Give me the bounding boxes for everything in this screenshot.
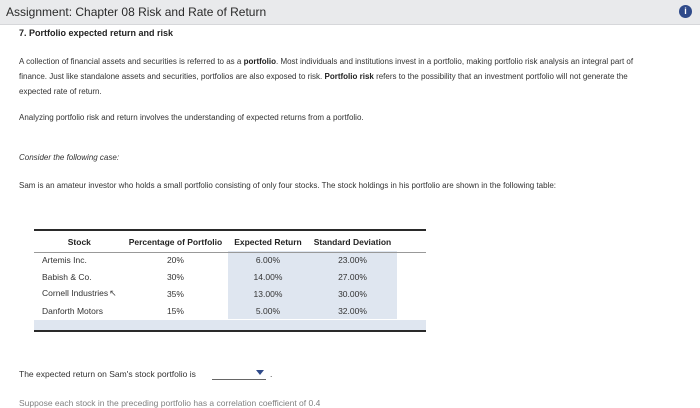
- header-percentage: Percentage of Portfolio: [128, 237, 223, 247]
- expected-return: 5.00%: [228, 302, 308, 319]
- holdings-table: [34, 231, 397, 319]
- next-question-text: Suppose each stock in the preceding portfolio has a correlation coefficient of 0.4: [19, 398, 321, 408]
- percentage: 15%: [166, 305, 184, 316]
- header-stock: Stock: [67, 237, 91, 247]
- chevron-down-icon[interactable]: [256, 370, 264, 375]
- standard-deviation: 30.00%: [308, 285, 397, 302]
- stock-name: Babish & Co.: [42, 271, 92, 282]
- expected-return: 13.00%: [228, 285, 308, 302]
- header-standard-deviation: Standard Deviation: [313, 237, 392, 247]
- expected-return: 6.00%: [228, 251, 308, 268]
- percentage: 20%: [166, 254, 184, 265]
- percentage: 35%: [166, 288, 184, 299]
- title-bar: [0, 0, 700, 25]
- stock-name: Cornell Industries↖: [42, 288, 117, 298]
- consider-text: Consider the following case:: [19, 153, 120, 162]
- standard-deviation: 23.00%: [308, 251, 397, 268]
- expected-return: 14.00%: [228, 268, 308, 285]
- assignment-title: Assignment: Chapter 08 Risk and Rate of Return: [6, 5, 267, 19]
- answer-prompt: The expected return on Sam's stock portfolio is: [19, 369, 196, 379]
- table-header-rule: [34, 252, 426, 253]
- expected-return-dropdown[interactable]: [212, 368, 266, 380]
- table-row: [34, 302, 397, 319]
- question-title: 7. Portfolio expected return and risk: [19, 28, 174, 38]
- answer-suffix: .: [270, 369, 273, 379]
- info-icon[interactable]: i: [679, 5, 692, 18]
- header-expected-return: Expected Return: [234, 237, 302, 247]
- table-bottom-band: [34, 320, 426, 330]
- table-header-row: [34, 231, 397, 251]
- table-row: [34, 285, 397, 302]
- standard-deviation: 32.00%: [308, 302, 397, 319]
- stock-name: Artemis Inc.: [42, 254, 87, 265]
- mouse-cursor-icon: ↖: [109, 288, 117, 298]
- analyzing-text: Analyzing portfolio risk and return involves the understanding of expected returns from a portfolio.: [19, 113, 364, 122]
- table-row: [34, 251, 397, 268]
- percentage: 30%: [166, 271, 184, 282]
- standard-deviation: 27.00%: [308, 268, 397, 285]
- intro-paragraph: A collection of financial assets and securities is referred to as a portfolio. Most individuals and institutions invest in a portfolio, making portfolio risk analysis an integral part of finance. Just like standalone assets and securities, portfolios are also exposed to risk. Portfolio risk refers to the possibility that an investment portfolio will not generate the expected rate of return.: [19, 57, 634, 96]
- stock-name: Danforth Motors: [42, 305, 103, 316]
- case-text: Sam is an amateur investor who holds a small portfolio consisting of only four stocks. The stock holdings in his portfolio are shown in the following table:: [19, 181, 557, 190]
- table-row: [34, 268, 397, 285]
- table-bottom-rule: [34, 330, 426, 332]
